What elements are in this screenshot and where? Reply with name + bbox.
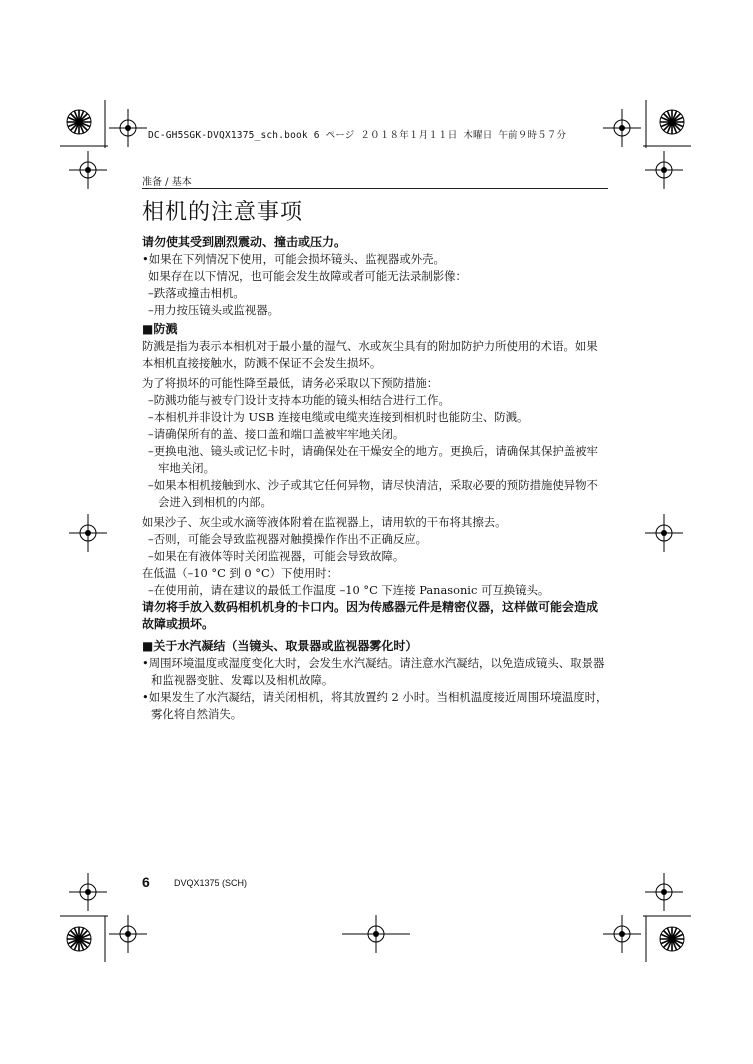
registration-cross-icon — [645, 514, 683, 552]
registration-star-icon — [660, 110, 684, 134]
registration-cross-icon — [69, 873, 107, 911]
registration-cross-icon — [109, 915, 147, 953]
impact-heading: 请勿使其受到剧烈震动、撞击或压力。 — [142, 235, 347, 249]
splash-para: 防溅是指为表示本相机对于最小量的湿气、水或灰尘具有的附加防护力所使用的术语。如果本相机直接接触水，防溅不保证不会发生损坏。 — [142, 339, 598, 370]
splash-item: –如果本相机接触到水、沙子或其它任何异物，请尽快清洁，采取必要的预防措施使异物不会进入到相机的内部。 — [148, 478, 598, 509]
impact-sub: 如果存在以下情况，也可能会发生故障或者可能无法录制影像： — [148, 269, 467, 283]
splash-item: –否则，可能会导致监视器对触摸操作作出不正确反应。 — [148, 532, 428, 546]
page-number: 6 — [142, 874, 150, 890]
breadcrumb: 准备 / 基本 — [142, 177, 192, 188]
registration-cross-icon — [645, 151, 683, 189]
splash-para: 为了将损坏的可能性降至最低，请务必采取以下预防措施： — [142, 376, 439, 390]
splash-item: –在使用前，请在建议的最低工作温度 –10 °C 下连接 Panasonic 可互换镜头。 — [148, 583, 550, 597]
impact-item: –用力按压镜头或监视器。 — [148, 303, 279, 317]
splash-item: –本相机并非设计为 USB 连接电缆或电缆夹连接到相机时也能防尘、防溅。 — [148, 410, 529, 424]
splash-item: –更换电池、镜头或记忆卡时，请确保处在干燥安全的地方。更换后，请确保其保护盖被牢牢地关闭。 — [148, 444, 598, 475]
registration-star-icon — [660, 927, 684, 951]
splash-para: 如果沙子、灰尘或水滴等液体附着在监视器上，请用软的干布将其擦去。 — [142, 515, 507, 529]
registration-cross-icon — [645, 873, 683, 911]
impact-item: –跌落或撞击相机。 — [148, 286, 245, 300]
condensation-bullet: •周围环境温度或湿度变化大时，会发生水汽凝结。请注意水汽凝结，以免造成镜头、取景器和监视器变脏、发霉以及相机故障。 — [142, 656, 605, 687]
splash-heading: ■防溅 — [142, 322, 178, 336]
header-divider — [142, 188, 608, 189]
impact-bullet: •如果在下列情况下使用，可能会损坏镜头、监视器或外壳。 — [142, 252, 445, 266]
registration-cross-icon — [69, 151, 107, 189]
splash-item: –如果在有液体等时关闭监视器，可能会导致故障。 — [148, 549, 405, 563]
registration-star-icon — [67, 110, 91, 134]
registration-cross-icon — [109, 109, 147, 147]
mount-warning: 请勿将手放入数码相机机身的卡口内。因为传感器元件是精密仪器，这样做可能会造成故障或损坏。 — [142, 600, 599, 631]
print-file-header: DC-GH5SGK-DVQX1375_sch.book 6 ページ ２０１８年１月１１日 木曜日 午前９時５７分 — [148, 130, 567, 141]
main-content — [142, 234, 608, 723]
registration-cross-icon — [69, 514, 107, 552]
registration-cross-icon — [603, 109, 641, 147]
model-code: DVQX1375 (SCH) — [174, 878, 248, 888]
condensation-heading: ■关于水汽凝结（当镜头、取景器或监视器雾化时） — [142, 639, 418, 653]
registration-cross-icon — [603, 915, 641, 953]
registration-star-icon — [67, 927, 91, 951]
condensation-bullet: •如果发生了水汽凝结，请关闭相机，将其放置约 2 小时。当相机温度接近周围环境温度时，雾化将自然消失。 — [142, 690, 608, 721]
splash-item: –请确保所有的盖、接口盖和端口盖被牢牢地关闭。 — [148, 427, 405, 441]
splash-para: 在低温（–10 °C 到 0 °C）下使用时： — [142, 566, 339, 580]
page-title: 相机的注意事项 — [142, 200, 304, 225]
splash-item: –防溅功能与被专门设计支持本功能的镜头相结合进行工作。 — [148, 393, 450, 407]
